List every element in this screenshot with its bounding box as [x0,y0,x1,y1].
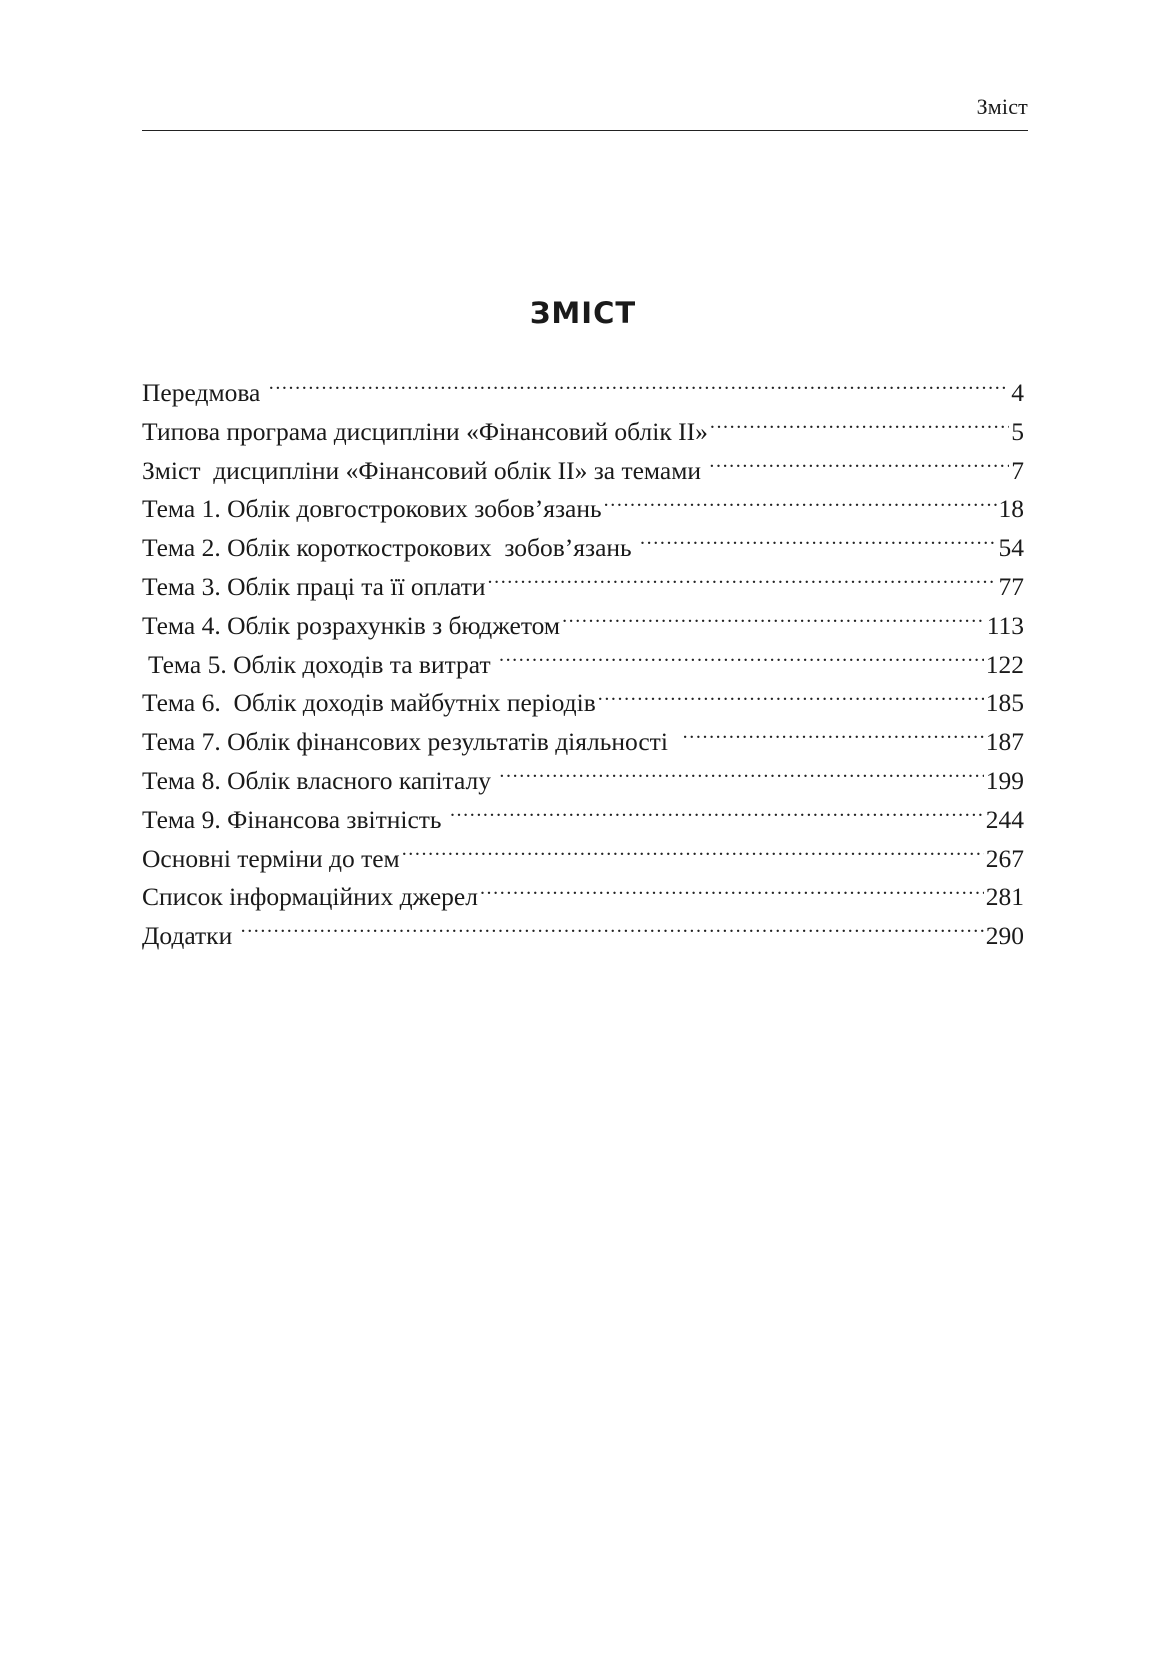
toc-entry-page: 244 [985,804,1024,834]
toc-entry-page: 122 [985,649,1024,679]
toc-entry-label: Тема 2. Облік короткострокових зобов’язань [142,533,639,563]
toc-entry-label: Типова програма дисципліни «Фінансовий облік ІІ» [142,416,708,446]
toc-entry-label: Тема 4. Облік розрахунків з бюджетом [142,610,561,640]
dot-leader [709,453,1009,479]
toc-entry-page: 5 [1011,416,1024,446]
toc-entry-page: 199 [985,765,1024,795]
toc-entry-page: 7 [1011,455,1024,485]
dot-leader [402,841,984,867]
toc-entry-topic-3 [142,568,1024,607]
toc-entry-label: Зміст дисципліни «Фінансовий облік ІІ» за темами [142,455,708,485]
dot-leader [480,880,984,906]
toc-list [142,374,1024,956]
toc-entry-label: Тема 7. Облік фінансових результатів діяльності [142,727,681,757]
toc-entry-content-by-topic [142,452,1024,491]
toc-title: ЗМІСТ [529,296,637,330]
dot-leader [683,725,984,751]
toc-entry-page: 290 [985,921,1024,951]
toc-entry-glossary [142,840,1024,879]
toc-entry-topic-7 [142,723,1024,762]
toc-entry-references [142,878,1024,917]
toc-entry-page: 187 [985,727,1024,757]
dot-leader [640,531,996,557]
toc-entry-label: Список інформаційних джерел [142,882,478,912]
toc-entry-page: 281 [985,882,1024,912]
toc-entry-label: Тема 5. Облік доходів та витрат [148,649,497,679]
toc-entry-program [142,413,1024,452]
dot-leader [499,647,984,673]
toc-entry-page: 113 [986,610,1024,640]
toc-entry-page: 18 [998,494,1024,524]
dot-leader [499,763,983,789]
toc-entry-topic-6 [142,684,1024,723]
running-header-text: Зміст [976,94,1028,119]
dot-leader [604,492,997,518]
toc-entry-preface [142,374,1024,413]
toc-entry-page: 77 [998,571,1024,601]
toc-entry-label: Тема 3. Облік праці та її оплати [142,571,486,601]
toc-entry-label: Основні терміни до тем [142,843,400,873]
toc-entry-appendices [142,917,1024,956]
dot-leader [450,802,984,828]
toc-entry-label: Додатки [142,921,239,951]
toc-entry-topic-4 [142,607,1024,646]
dot-leader [598,686,984,712]
dot-leader [241,919,984,945]
running-header [142,86,1028,131]
toc-entry-page: 185 [985,688,1024,718]
dot-leader [488,569,997,595]
toc-entry-label: Тема 6. Облік доходів майбутніх періодів [142,688,596,718]
dot-leader [562,608,985,634]
toc-entry-label: Передмова [142,378,267,407]
toc-entry-label: Тема 9. Фінансова звітність [142,804,448,834]
toc-entry-topic-2 [142,529,1024,568]
toc-entry-topic-8 [142,762,1024,801]
dot-leader [269,376,1010,402]
toc-entry-label: Тема 8. Облік власного капіталу [142,765,498,795]
toc-entry-page: 4 [1011,378,1024,407]
toc-entry-topic-9 [142,801,1024,840]
toc-entry-label: Тема 1. Облік довгострокових зобов’язань [142,494,602,524]
dot-leader [710,414,1009,440]
toc-entry-topic-5 [142,646,1024,685]
toc-entry-page: 267 [985,843,1024,873]
toc-entry-topic-1 [142,490,1024,529]
toc-entry-page: 54 [998,533,1024,563]
